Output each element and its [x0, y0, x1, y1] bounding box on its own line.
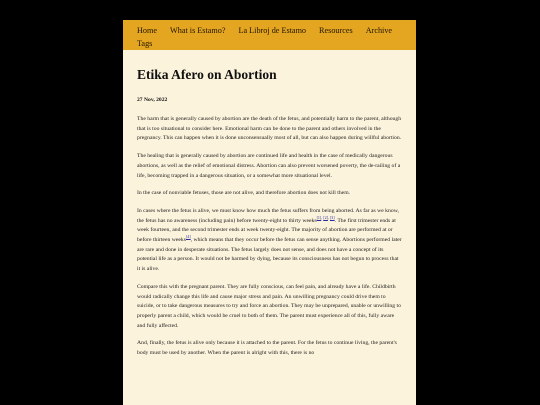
citation-link-1[interactable]: [1]	[316, 214, 322, 220]
paragraph-parent: Compare this with the pregnant parent. They are fully conscious, can feel pain, and already have a life. Childbirth would radically change this life and cause major stress and pain. An unwilling pregnancy could drive them to suicide, or to take dangerous measures to try and force an abortion. They may be unprepared, unable or unwilling to properly parent a child, which would be cruel to both of them. The parent must experience all of this, fully aware and fully affected.	[137, 283, 401, 329]
page-title: Etika Afero on Abortion	[137, 67, 277, 82]
citation-link-4[interactable]: [4]	[185, 234, 191, 240]
paragraph-attachment: And, finally, the fetus is alive only because it is attached to the parent. For the fetus to continue living, the parent's body must be used by another. When the parent is alright with this, there is no	[137, 340, 397, 357]
page-container	[123, 20, 416, 405]
paragraph-text: , which means that they occur before the fetus can sense anything. Abortions performed later are rare and done in desperate situations. The fetus largely does not sense, and does not have a concept of its potential life as a person. It would not be harmed by dying, because its consciousness has not begun to process that it is alive.	[137, 237, 402, 273]
nav-la-libroj-link[interactable]: La Libroj de Estamo	[238, 26, 307, 35]
nav-what-is-estamo-link[interactable]: What is Estamo?	[170, 26, 226, 35]
citation: [1], [2], [3]	[316, 214, 335, 220]
nav-home-link[interactable]: Home	[137, 26, 158, 35]
paragraph-text: . The first trimester ends at week fourteen, and the second trimester ends at week twenty-eight. The majority of abortion are performed at or before thirteen weeks	[137, 217, 396, 244]
paragraph-fetus-awareness	[137, 207, 402, 275]
post-date: 27 Nov, 2022	[137, 97, 168, 103]
paragraph-text: In cases where the fetus is alive, we must know how much the fetus suffers from being aborted. As far as we know, the fetus has no awareness (including pain) before twenty-eight to thirty weeks	[137, 207, 399, 224]
top-nav	[123, 20, 416, 50]
paragraph-harm: The harm that is generally caused by abortion are the death of the fetus, and potentially harm to the parent, although that is too situational to consider here. Emotional harm can be done to the parent and others involved in the pregnancy. This can happen when it is done unconsensually most of all, but can also happen during willful abortion.	[137, 116, 402, 142]
nav-resources-link[interactable]: Resources	[319, 26, 353, 35]
article	[123, 67, 416, 359]
nav-tags-link[interactable]: Tags	[137, 39, 153, 48]
paragraph-nonviable: In the case of nonviable fetuses, those are not alive, and therefore abortion does not kill them.	[137, 190, 351, 197]
citation-link-3[interactable]: [3]	[329, 214, 335, 220]
nav-archive-link[interactable]: Archive	[365, 26, 393, 35]
paragraph-healing: The healing that is generally caused by abortion are continued life and health in the case of medically dangerous abortions, as well as the relief of emotional distress. Abortion can also prevent worsened poverty, the de-railing of a life, becoming trapped in a dangerous situation, or a somewhat more situational level.	[137, 153, 401, 179]
citation-link-2[interactable]: [2]	[323, 214, 328, 220]
